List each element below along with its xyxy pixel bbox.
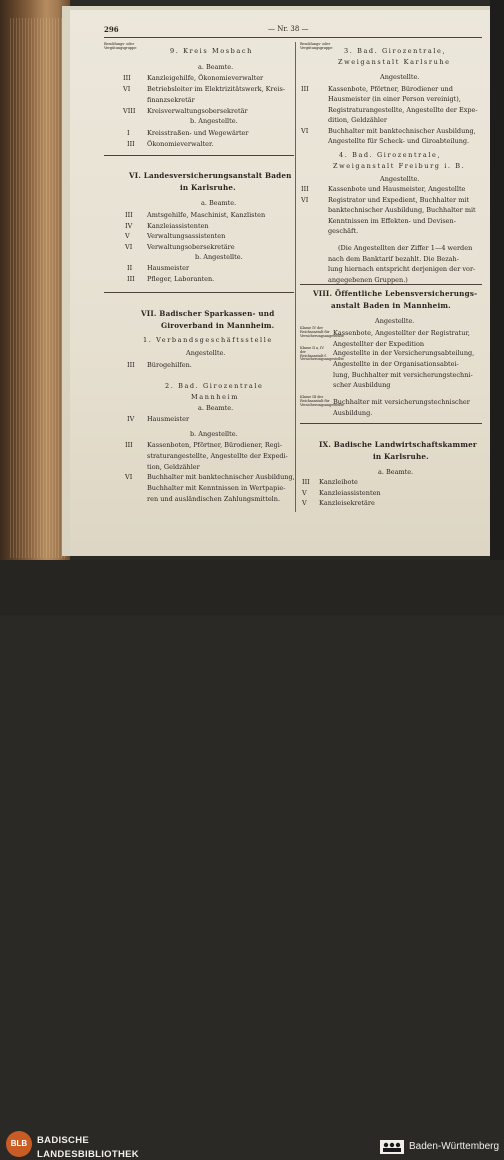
group-number: V [125, 232, 130, 240]
group-number: Klasse II a, IV der Reichsanstalt f. Versicherungsangestellte [300, 346, 344, 362]
group-number: II [127, 264, 133, 272]
header-rule [104, 37, 482, 38]
footer-bar [0, 560, 504, 1160]
subheading: b. Angestellte. [190, 430, 238, 438]
group-number: Klasse III der Reichsanstalt für Versicherungsangestellte [300, 395, 344, 407]
group-number: VI [301, 126, 309, 135]
group-number: IV [127, 415, 135, 423]
section-heading: in Karlsruhe. [373, 452, 429, 461]
subheading: a. Beamte. [198, 63, 234, 71]
entry-text: Kassenbote, Pförtner, Bürodiener und [328, 85, 453, 93]
entry-text: Buchhalter mit Kenntnissen in Wertpapie- [147, 484, 286, 493]
entry-text: banktechnischer Ausbildung, Buchhalter mit [328, 206, 476, 215]
entry-text: Buchhalter mit banktechnischer Ausbildung, [328, 126, 476, 135]
group-number: III [302, 478, 310, 486]
group-number: V [302, 499, 307, 507]
group-number: VI [123, 85, 131, 93]
footnote-line: lung hiernach entspricht derjenigen der vor- [328, 265, 476, 274]
section-rule [300, 423, 482, 424]
entry-text: Buchhalter mit versicherungstechnischer [333, 398, 470, 406]
group-number: III [127, 274, 135, 283]
footnote-line: (Die Angestellten der Ziffer 1—4 werden [338, 244, 473, 252]
group-number: III [301, 185, 309, 193]
entry-text: Ökonomieverwalter. [147, 140, 214, 148]
entry-text: Kanzleibote [319, 478, 358, 486]
entry-text: scher Ausbildung [333, 381, 391, 389]
column-header: Besoldungs- oder Vergütungsgruppe [104, 42, 137, 50]
entry-text: straturangestellte, Angestellte der Expedi- [147, 451, 288, 460]
book-edge [0, 0, 70, 560]
entry-text: Angestellter der Expedition [333, 339, 425, 348]
issue-number: — Nr. 38 — [268, 25, 309, 33]
entry-text: Kanzleigehilfe, Ökonomieverwalter [147, 74, 264, 82]
section-heading: VI. Landesversicherungsanstalt Baden [129, 171, 292, 180]
entry-text: Kanzleisekretäre [319, 499, 375, 507]
entry-text: Kassenbote, Angestellter der Registratur, [333, 329, 470, 337]
subsection-heading: 2. Bad. Girozentrale [165, 382, 264, 390]
entry-text: Bürogehilfen. [147, 361, 192, 369]
subsection-heading: 1. Verbandsgeschäftsstelle [143, 336, 273, 344]
group-number: V [302, 488, 307, 497]
state-lions-icon [380, 1140, 404, 1154]
section-rule [300, 284, 482, 285]
section-heading: IX. Badische Landwirtschaftskammer [319, 440, 477, 449]
state-name[interactable]: Baden-Württemberg [409, 1141, 500, 1152]
entry-text: Kreisstraßen- und Wegewärter [147, 129, 249, 137]
page-number: 296 [104, 25, 119, 34]
blb-logo-icon[interactable]: BLB [6, 1131, 32, 1157]
entry-text: Amtsgehilfe, Maschinist, Kanzlisten [147, 211, 266, 219]
group-number: III [301, 85, 309, 93]
entry-text: Ausbildung. [333, 408, 373, 417]
group-number: VI [301, 195, 309, 204]
group-number: I [127, 129, 130, 137]
group-number: III [127, 140, 135, 148]
entry-text: lung, Buchhalter mit versicherungstechni- [333, 370, 473, 379]
group-number: III [127, 361, 135, 369]
entry-text: Buchhalter mit banktechnischer Ausbildung, [147, 473, 295, 482]
subheading: Angestellte. [380, 73, 420, 81]
entry-text: Registraturangestellte, Angestellte der Expe- [328, 105, 478, 114]
entry-text: Kenntnissen im Effekten- und Devisen- [328, 216, 456, 225]
subsection-heading: Zweiganstalt Freiburg i. B. [333, 162, 466, 170]
entry-text: dition, Geldzähler [328, 116, 387, 125]
subheading: Angestellte. [186, 349, 226, 357]
subheading: Angestellte. [375, 317, 415, 325]
entry-text: Betriebsleiter im Elektrizitätswerk, Kreis- [147, 85, 286, 93]
entry-text: Kanzleiassistenten [319, 488, 381, 497]
subsection-heading: 4. Bad. Girozentrale, [339, 151, 442, 159]
entry-text: Angestellte in der Organisationsabtei- [333, 360, 459, 368]
subheading: b. Angestellte. [190, 117, 238, 125]
entry-text: Hausmeister (in einer Person vereinigt), [328, 95, 461, 104]
entry-text: Hausmeister [147, 264, 190, 272]
subsection-heading: 3. Bad. Girozentrale, [344, 47, 447, 55]
column-divider [295, 42, 296, 512]
library-name-line2[interactable]: LANDESBIBLIOTHEK [37, 1149, 139, 1160]
section-heading: VIII. Öffentliche Lebensversicherungs- [313, 289, 478, 298]
subheading: b. Angestellte. [195, 253, 243, 261]
subheading: a. Beamte. [378, 468, 414, 476]
subheading: Angestellte. [380, 175, 420, 183]
group-number: III [125, 441, 133, 449]
group-number: VIII [123, 107, 136, 115]
section-heading: 9. Kreis Mosbach [170, 47, 253, 55]
entry-text: Angestellte für Scheck- und Giroabteilung. [328, 137, 470, 145]
entry-text: finanzsekretär [147, 96, 195, 104]
group-number: III [125, 211, 133, 219]
right-margin [490, 0, 504, 560]
group-number: Klasse IV der Reichsanstalt für Versicherungsangestellte [300, 326, 344, 338]
entry-text: Kreisverwaltungsobersekretär [147, 107, 248, 115]
section-heading: anstalt Baden in Mannheim. [331, 301, 451, 310]
group-number: VI [125, 473, 133, 482]
entry-text: Kassenbote und Hausmeister, Angestellte [328, 185, 466, 193]
subheading: a. Beamte. [201, 199, 237, 207]
entry-text: geschäft. [328, 227, 359, 236]
entry-text: Angestellte in der Versicherungsabteilung, [333, 349, 475, 357]
subheading: a. Beamte. [198, 404, 234, 412]
group-number: IV [125, 221, 133, 230]
entry-text: Verwaltungsassistenten [147, 232, 226, 240]
group-number: VI [125, 242, 133, 251]
entry-text: ren und ausländischen Zahlungsmitteln. [147, 495, 281, 503]
section-rule [104, 292, 294, 293]
library-name-line1[interactable]: BADISCHE [37, 1135, 90, 1146]
section-rule [104, 155, 294, 156]
entry-text: Pfleger, Laboranten. [147, 274, 215, 283]
entry-text: Hausmeister [147, 415, 190, 423]
subsection-heading: Mannheim [191, 393, 239, 401]
group-number: III [123, 74, 131, 82]
entry-text: Verwaltungsobersekretäre [147, 242, 235, 251]
section-heading: in Karlsruhe. [180, 183, 236, 192]
section-heading: VII. Badischer Sparkassen- und [141, 309, 275, 318]
subsection-heading: Zweiganstalt Karlsruhe [338, 58, 451, 66]
footnote-line: nach dem Banktarif bezahlt. Die Bezah- [328, 254, 459, 263]
entry-text: tion, Geldzähler [147, 462, 200, 471]
section-heading: Giroverband in Mannheim. [161, 321, 275, 330]
column-header: Besoldungs- oder Vergütungsgruppe [300, 42, 333, 50]
entry-text: Kassenboten, Pförtner, Bürodiener, Regi- [147, 441, 283, 449]
entry-text: Kanzleiassistenten [147, 221, 209, 230]
entry-text: Registrator und Expedient, Buchhalter mit [328, 195, 470, 204]
footnote-line: angegebenen Gruppen.) [328, 275, 408, 284]
